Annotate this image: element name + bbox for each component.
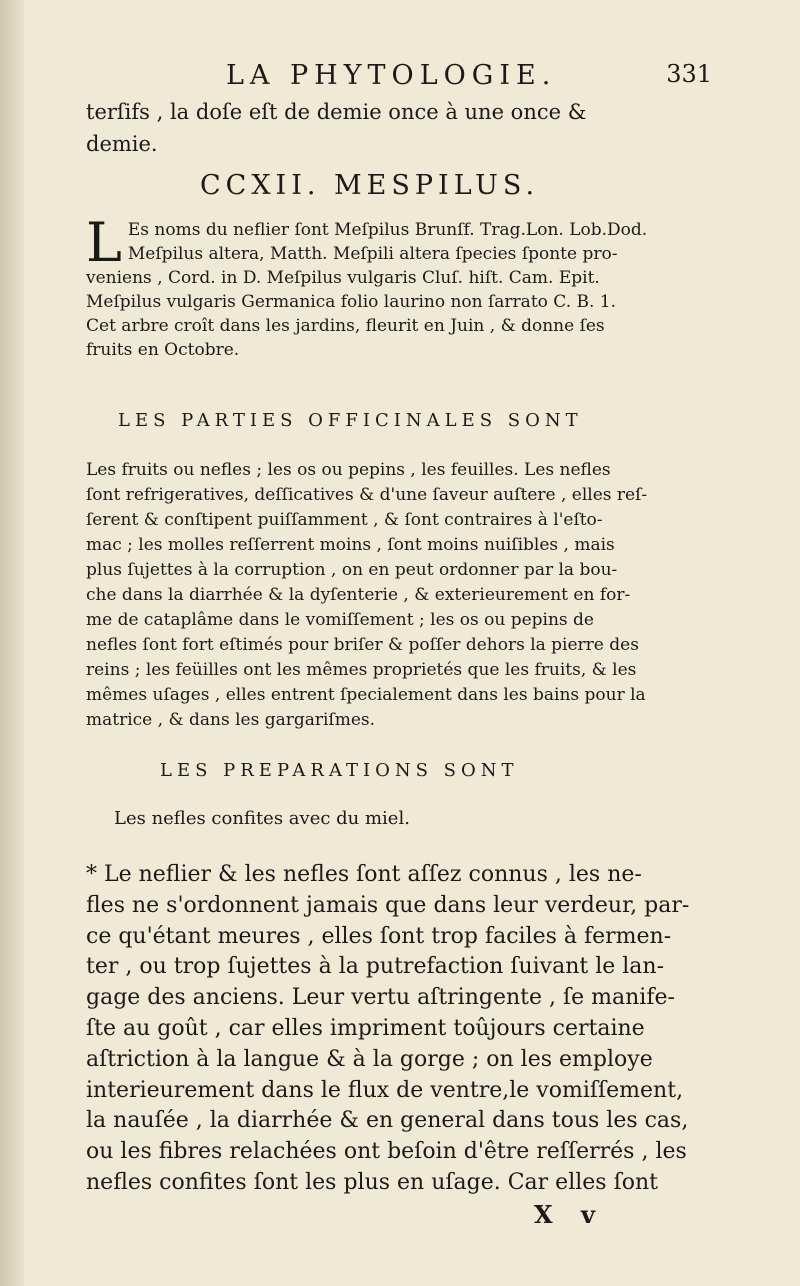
note-paragraph [86, 860, 716, 1199]
section-heading-preparations: LES PREPARATIONS SONT [160, 760, 519, 781]
text-line: ſerent & conſtipent puiſſamment , & ſont contraires à l'eſto- [86, 510, 603, 530]
running-title: LA PHYTOLOGIE. [226, 60, 557, 91]
chapter-heading: CCXII. MESPILUS. [200, 170, 540, 201]
text-line: fruits en Octobre. [86, 340, 240, 360]
text-line: ce qu'étant meures , elles ſont trop faciles à fermen- [86, 923, 672, 949]
text-line: nefles ſont fort eſtimés pour briſer & poſſer dehors la pierre des [86, 635, 639, 655]
text-line: veniens , Cord. in D. Meſpilus vulgaris Cluſ. hiſt. Cam. Epit. [86, 268, 600, 288]
text-line: ou les fibres relachées ont beſoin d'être reſſerrés , les [86, 1139, 687, 1165]
names-paragraph [86, 211, 716, 362]
section-heading-officinales: LES PARTIES OFFICINALES SONT [118, 410, 583, 431]
text-line: plus ſujettes à la corruption , on en peut ordonner par la bou- [86, 560, 618, 580]
text-line: nefles confites ſont les plus en uſage. Car elles ſont [86, 1169, 658, 1195]
text-line: ter , ou trop ſujettes à la putrefaction ſuivant le lan- [86, 954, 665, 980]
text-line: reins ; les feüilles ont les mêmes proprietés que les fruits, & les [86, 660, 637, 680]
text-line: Es noms du neflier ſont Meſpilus Brunſf. Trag.Lon. Lob.Dod. [127, 220, 648, 240]
text-line: ſte au goût , car elles impriment toûjours certaine [86, 1015, 645, 1041]
text-line: che dans la diarrhée & la dyſenterie , & exterieurement en for- [86, 585, 631, 605]
page-gutter-shadow [0, 0, 24, 1286]
text-line: * Le neflier & les nefles ſont aſſez connus , les ne- [86, 862, 642, 887]
text-line: ſont refrigeratives, deſſicatives & d'une ſaveur auſtere , elles reſ- [86, 485, 648, 505]
text-line: terſifs , la doſe eſt de demie once à une once & [86, 100, 587, 124]
text-line: me de cataplâme dans le vomiſſement ; les os ou pepins de [86, 610, 594, 630]
page-number: 331 [666, 60, 712, 88]
signature-mark: X v [534, 1200, 605, 1229]
text-line: Les fruits ou nefles ; les os ou pepins , les feuilles. Les nefles [86, 460, 611, 480]
drop-cap: L [86, 211, 122, 274]
text-line: mac ; les molles reſſerrent moins , ſont moins nuiſibles , mais [86, 535, 615, 555]
text-line: gage des anciens. Leur vertu aſtringente , ſe manife- [86, 985, 675, 1011]
text-line: interieurement dans le flux de ventre,le vomiſſement, [86, 1077, 684, 1103]
page-header [226, 60, 712, 96]
text-line: aſtriction à la langue & à la gorge ; on les employe [86, 1046, 653, 1072]
intro-paragraph [86, 96, 712, 160]
text-line: Meſpilus vulgaris Germanica folio laurino non ſarrato C. B. 1. [86, 292, 617, 312]
text-line: mêmes uſages , elles entrent ſpecialement dans les bains pour la [86, 685, 646, 705]
text-line: fles ne s'ordonnent jamais que dans leur verdeur, par- [86, 892, 690, 918]
text-line: Cet arbre croît dans les jardins, fleurit en Juin , & donne ſes [86, 316, 605, 336]
text-line: la nauſée , la diarrhée & en general dans tous les cas, [86, 1108, 689, 1134]
preparations-line: Les nefles confites avec du miel. [114, 808, 410, 829]
text-line: Meſpilus altera, Matth. Meſpili altera ſpecies ſponte pro- [127, 244, 618, 264]
text-line: demie. [86, 132, 158, 156]
text-line: matrice , & dans les gargariſmes. [86, 710, 376, 730]
officinales-paragraph [86, 458, 716, 733]
